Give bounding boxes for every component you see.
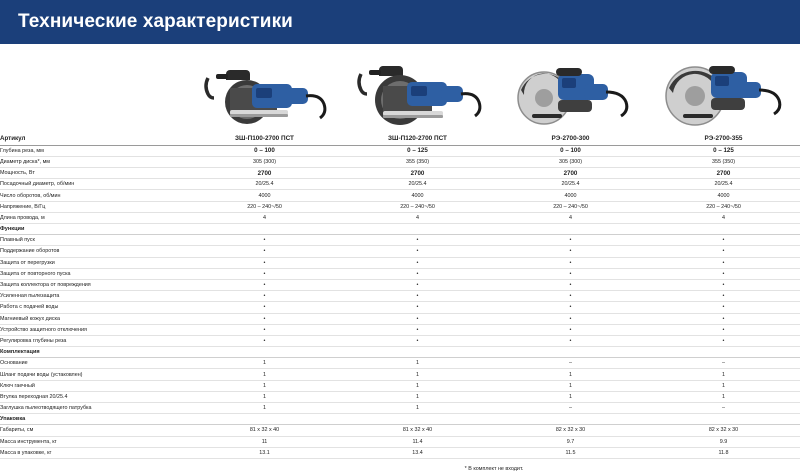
table-row — [0, 403, 800, 414]
row-value: 20/25.4 — [647, 179, 800, 190]
row-label: Устройство защитного отключения — [0, 324, 188, 335]
product-image-cell — [341, 44, 494, 134]
row-value: • — [188, 324, 341, 335]
row-value: 1 — [341, 391, 494, 402]
specifications-table-wrapper — [0, 134, 800, 459]
row-value: • — [341, 279, 494, 290]
row-label: Защита от повторного пуска — [0, 268, 188, 279]
row-value: 11.8 — [647, 447, 800, 458]
row-value: • — [188, 257, 341, 268]
row-value: 4 — [647, 212, 800, 223]
row-label: Работа с подачей воды — [0, 302, 188, 313]
row-value: 1 — [341, 358, 494, 369]
row-value: 1 — [188, 358, 341, 369]
row-label: Основание — [0, 358, 188, 369]
table-header-row — [0, 134, 800, 145]
row-value: – — [494, 403, 647, 414]
row-value: • — [647, 235, 800, 246]
concrete-saw-icon — [496, 48, 646, 132]
product-image-cell — [494, 44, 647, 134]
table-row — [0, 246, 800, 257]
row-value: • — [494, 279, 647, 290]
row-value: 4000 — [647, 190, 800, 201]
row-label: Напряжение, В/Гц — [0, 201, 188, 212]
row-value: 4000 — [341, 190, 494, 201]
table-row — [0, 358, 800, 369]
table-row — [0, 145, 800, 156]
row-label: Ключ гаечный — [0, 380, 188, 391]
row-value: 4 — [188, 212, 341, 223]
row-label: Защита коллектора от повреждения — [0, 279, 188, 290]
row-value: 0 – 125 — [647, 145, 800, 156]
row-value: 2700 — [647, 168, 800, 179]
row-value: • — [341, 257, 494, 268]
row-value: 82 х 32 х 30 — [647, 425, 800, 436]
row-value: • — [341, 235, 494, 246]
row-value: 1 — [647, 380, 800, 391]
row-label: Защита от перегрузки — [0, 257, 188, 268]
row-value: 2700 — [188, 168, 341, 179]
table-row — [0, 168, 800, 179]
row-value: 355 (350) — [647, 156, 800, 167]
concrete-saw-icon — [649, 48, 799, 132]
page-header — [0, 0, 800, 44]
row-value: 0 – 100 — [494, 145, 647, 156]
section-spacer — [188, 347, 341, 358]
row-value: 2700 — [494, 168, 647, 179]
model-name-cell: ЗШ-П120-2700 ПСТ — [341, 134, 494, 145]
section-title: Комплектация — [0, 347, 188, 358]
row-value: – — [647, 358, 800, 369]
row-value: 220 – 240~/50 — [188, 201, 341, 212]
row-value: 305 (300) — [494, 156, 647, 167]
table-row — [0, 313, 800, 324]
row-value: • — [647, 324, 800, 335]
section-spacer — [188, 224, 341, 235]
section-spacer — [341, 347, 494, 358]
row-value: • — [494, 302, 647, 313]
row-value: • — [647, 291, 800, 302]
row-value: 1 — [494, 380, 647, 391]
table-body — [0, 134, 800, 458]
table-row — [0, 179, 800, 190]
section-spacer — [494, 347, 647, 358]
row-value: 4000 — [188, 190, 341, 201]
row-label: Усиленная пылезащита — [0, 291, 188, 302]
section-spacer — [494, 224, 647, 235]
product-image-cell — [188, 44, 341, 134]
row-value: • — [647, 257, 800, 268]
row-value: 81 х 32 х 40 — [188, 425, 341, 436]
table-row — [0, 447, 800, 458]
table-row — [0, 369, 800, 380]
row-value: 2700 — [341, 168, 494, 179]
row-value: 1 — [341, 403, 494, 414]
row-value: 355 (350) — [341, 156, 494, 167]
row-label: Поддержание оборотов — [0, 246, 188, 257]
row-label: Мощность, Вт — [0, 168, 188, 179]
section-spacer — [341, 224, 494, 235]
footnote: * В комплект не входит. — [464, 465, 524, 472]
row-value: 1 — [188, 403, 341, 414]
row-value: • — [188, 313, 341, 324]
row-value: 82 х 32 х 30 — [494, 425, 647, 436]
row-value: • — [647, 279, 800, 290]
row-value: 0 – 125 — [341, 145, 494, 156]
row-label: Глубина реза, мм — [0, 145, 188, 156]
row-label: Число оборотов, об/мин — [0, 190, 188, 201]
row-value: • — [494, 335, 647, 346]
row-value: • — [341, 291, 494, 302]
row-label: Втулка переходная 20/25.4 — [0, 391, 188, 402]
product-image-strip — [0, 44, 800, 134]
row-value: 1 — [647, 369, 800, 380]
row-value: 220 – 240~/50 — [494, 201, 647, 212]
row-label: Масса инструмента, кг — [0, 436, 188, 447]
row-value: 9.9 — [647, 436, 800, 447]
row-label: Заглушка пылеотводящего патрубка — [0, 403, 188, 414]
row-value: • — [188, 302, 341, 313]
row-value: 11.4 — [341, 436, 494, 447]
row-value: • — [341, 313, 494, 324]
table-row — [0, 156, 800, 167]
table-row — [0, 201, 800, 212]
section-title: Упаковка — [0, 414, 188, 425]
page-title: Технические характеристики — [18, 11, 293, 32]
section-title: Функции — [0, 224, 188, 235]
row-value: • — [494, 268, 647, 279]
row-label: Диаметр диска*, мм — [0, 156, 188, 167]
row-value: 220 – 240~/50 — [647, 201, 800, 212]
table-row — [0, 380, 800, 391]
row-value: 4 — [494, 212, 647, 223]
row-value: 20/25.4 — [188, 179, 341, 190]
model-name-cell: РЭ-2700-300 — [494, 134, 647, 145]
header-label-cell: Артикул — [0, 134, 188, 145]
table-row — [0, 279, 800, 290]
row-value: • — [341, 324, 494, 335]
table-row — [0, 190, 800, 201]
row-value: • — [188, 246, 341, 257]
row-value: • — [647, 335, 800, 346]
table-row — [0, 235, 800, 246]
row-label: Габариты, см — [0, 425, 188, 436]
row-value: 11.5 — [494, 447, 647, 458]
row-value: 0 – 100 — [188, 145, 341, 156]
section-spacer — [341, 414, 494, 425]
row-value: 220 – 240~/50 — [341, 201, 494, 212]
row-value: 1 — [647, 391, 800, 402]
row-value: • — [188, 291, 341, 302]
row-value: 1 — [341, 380, 494, 391]
row-value: 4 — [341, 212, 494, 223]
row-value: – — [494, 358, 647, 369]
table-row — [0, 391, 800, 402]
row-value: 1 — [341, 369, 494, 380]
row-value: • — [188, 279, 341, 290]
row-label: Магниевый кожух диска — [0, 313, 188, 324]
row-value: 11 — [188, 436, 341, 447]
table-row — [0, 302, 800, 313]
wall-chaser-icon — [190, 48, 340, 132]
row-value: 20/25.4 — [341, 179, 494, 190]
row-value: • — [494, 257, 647, 268]
row-value: 81 х 32 х 40 — [341, 425, 494, 436]
row-value: • — [494, 246, 647, 257]
row-value: 1 — [188, 369, 341, 380]
row-value: 1 — [494, 369, 647, 380]
row-value: • — [494, 324, 647, 335]
row-value: 9.7 — [494, 436, 647, 447]
row-label: Посадочный диаметр, об/мин — [0, 179, 188, 190]
section-spacer — [494, 414, 647, 425]
row-label: Регулировка глубины реза — [0, 335, 188, 346]
row-value: • — [341, 335, 494, 346]
section-spacer — [188, 414, 341, 425]
section-spacer — [647, 414, 800, 425]
row-value: • — [341, 268, 494, 279]
table-row — [0, 257, 800, 268]
table-row — [0, 335, 800, 346]
section-header-row — [0, 224, 800, 235]
section-header-row — [0, 414, 800, 425]
table-row — [0, 436, 800, 447]
model-name-cell: ЗШ-П100-2700 ПСТ — [188, 134, 341, 145]
wall-chaser-icon — [343, 48, 493, 132]
row-value: • — [647, 246, 800, 257]
row-value: • — [494, 313, 647, 324]
row-value: 305 (300) — [188, 156, 341, 167]
row-value: • — [494, 235, 647, 246]
row-label: Длина провода, м — [0, 212, 188, 223]
row-value: – — [647, 403, 800, 414]
row-value: • — [188, 235, 341, 246]
table-row — [0, 324, 800, 335]
row-value: 1 — [494, 391, 647, 402]
row-label: Плавный пуск — [0, 235, 188, 246]
row-value: • — [647, 268, 800, 279]
row-value: • — [341, 246, 494, 257]
row-value: • — [188, 335, 341, 346]
table-row — [0, 425, 800, 436]
row-label: Масса в упаковке, кг — [0, 447, 188, 458]
row-value: 1 — [188, 391, 341, 402]
table-row — [0, 291, 800, 302]
row-label: Шланг подачи воды (устаковлен) — [0, 369, 188, 380]
row-value: 1 — [188, 380, 341, 391]
row-value: • — [647, 302, 800, 313]
row-value: • — [341, 302, 494, 313]
row-value: 13.4 — [341, 447, 494, 458]
row-value: 20/25.4 — [494, 179, 647, 190]
model-name-cell: РЭ-2700-355 — [647, 134, 800, 145]
product-image-cell — [647, 44, 800, 134]
row-value: 13.1 — [188, 447, 341, 458]
section-spacer — [647, 224, 800, 235]
section-header-row — [0, 347, 800, 358]
table-row — [0, 268, 800, 279]
section-spacer — [647, 347, 800, 358]
row-value: • — [188, 268, 341, 279]
table-row — [0, 212, 800, 223]
row-value: • — [494, 291, 647, 302]
row-value: 4000 — [494, 190, 647, 201]
row-value: • — [647, 313, 800, 324]
specifications-table — [0, 134, 800, 459]
